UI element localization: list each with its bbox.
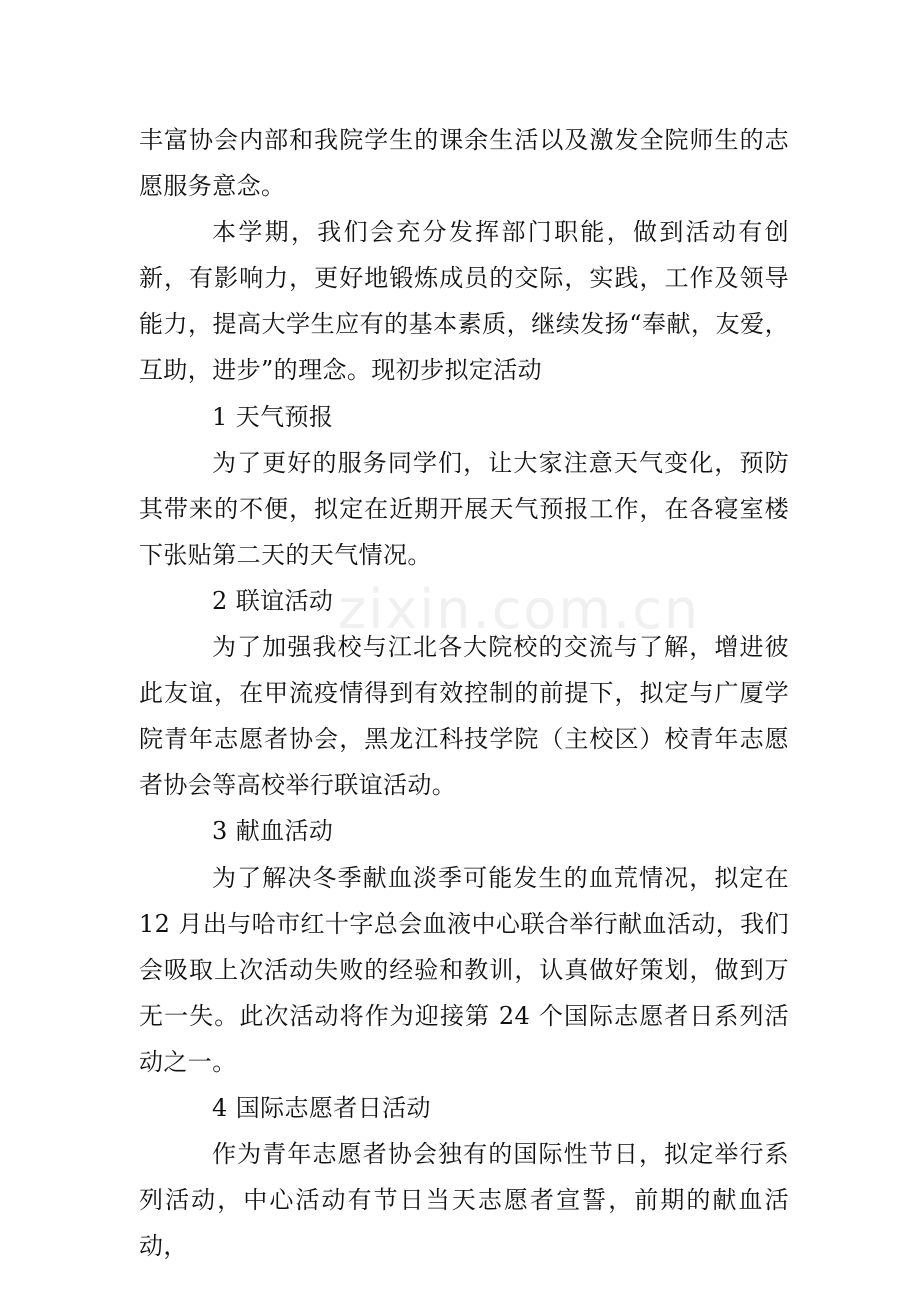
item-body-friendship: 为了加强我校与江北各大院校的交流与了解，增进彼此友谊，在甲流疫情得到有效控制的前提下，拟定与广厦学院青年志愿者协会，黑龙江科技学院（主校区）校青年志愿者协会等高校举行联谊活动。 — [139, 633, 789, 800]
intro-paragraph: 丰富协会内部和我院学生的课余生活以及激发全院师生的志愿服务意念。 — [139, 126, 789, 201]
item-heading-volunteer-day: 4 国际志愿者日活动 — [212, 1093, 431, 1122]
item-body-weather: 为了更好的服务同学们，让大家注意天气变化，预防其带来的不便，拟定在近期开展天气预报工作，在各寝室楼下张贴第二天的天气情况。 — [139, 448, 789, 569]
semester-plan-paragraph: 本学期，我们会充分发挥部门职能，做到活动有创新，有影响力，更好地锻炼成员的交际，实践，工作及领导能力，提高大学生应有的基本素质，继续发扬“奉献，友爱，互助，进步”的理念。现初步拟定活动 — [139, 218, 789, 385]
item-heading-weather: 1 天气预报 — [212, 402, 334, 431]
item-body-blood-donation: 为了解决冬季献血淡季可能发生的血荒情况，拟定在12 月出与哈市红十字总会血液中心联合举行献血活动，我们会吸取上次活动失败的经验和教训，认真做好策划，做到万无一失。此次活动将作为迎接第 24 个国际志愿者日系列活动之一。 — [139, 863, 789, 1076]
document-body — [139, 117, 789, 1269]
item-body-volunteer-day: 作为青年志愿者协会独有的国际性节日，拟定举行系列活动，中心活动有节日当天志愿者宣誓，前期的献血活动， — [139, 1140, 789, 1261]
item-heading-friendship: 2 联谊活动 — [212, 586, 334, 615]
watermark: zixin.com.cn — [338, 578, 701, 641]
item-heading-blood-donation: 3 献血活动 — [212, 817, 334, 846]
